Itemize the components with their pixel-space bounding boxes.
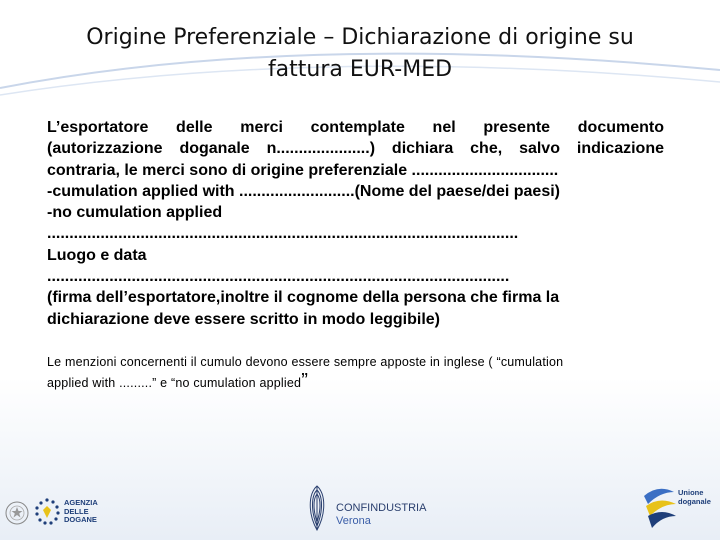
declaration-line-2: (autorizzazione doganale n.....................) dichiara che, salvo indicazione: [47, 140, 664, 158]
cumulation-note: [47, 352, 667, 394]
note-closing-quote: ”: [301, 370, 309, 392]
declaration-line-10: dichiarazione deve essere scritto in modo leggibile): [47, 310, 440, 328]
globe-swirl-icon: [640, 482, 680, 532]
confindustria-logo: [302, 484, 432, 534]
declaration-line-3: contraria, le merci sono di origine preferenziale .................................: [47, 161, 559, 179]
declaration-line-8: ........................................................................................................: [47, 268, 510, 286]
slide-title-line2: fattura EUR-MED: [267, 57, 453, 82]
agency-line-2: DELLE: [64, 506, 89, 516]
confindustria-text: [336, 502, 426, 528]
unione-line-2: doganale: [678, 497, 711, 506]
slide-title-line1: Origine Preferenziale – Dichiarazione di origine su: [86, 25, 634, 50]
eu-stars-icon: [32, 496, 62, 528]
unione-line-1: Unione: [678, 488, 704, 497]
declaration-line-6: ..........................................................................................................: [47, 225, 519, 243]
declaration-line-7: Luogo e data: [47, 246, 147, 264]
declaration-line-4: -cumulation applied with ..........................(Nome del paese/dei paesi): [47, 182, 560, 200]
confindustria-emblem-icon: [302, 484, 332, 534]
agency-line-1: AGENZIA: [64, 498, 98, 507]
slide-title: [40, 22, 680, 86]
unione-doganale-logo: [640, 480, 716, 536]
agency-line-3: DOGANE: [64, 515, 97, 524]
note-line-2-text: applied with .........” e “no cumulation applied: [47, 376, 302, 390]
note-line-2: [47, 370, 667, 394]
unione-doganale-text: [678, 488, 711, 506]
confindustria-city: Verona: [336, 515, 371, 527]
note-line-1: Le menzioni concernenti il cumulo devono essere sempre apposte in inglese ( “cumulation: [47, 355, 564, 369]
agency-name: [64, 499, 98, 525]
declaration-line-1: L’esportatore delle merci contemplate nel presente documento: [47, 119, 664, 136]
republic-seal-icon: [4, 498, 30, 528]
declaration-text: [47, 117, 664, 330]
declaration-line-5: -no cumulation applied: [47, 204, 223, 222]
confindustria-name: CONFINDUSTRIA: [336, 502, 427, 514]
agenzia-dogane-logo: [0, 492, 110, 536]
declaration-line-9: (firma dell’esportatore,inoltre il cognome della persona che firma la: [47, 289, 560, 307]
